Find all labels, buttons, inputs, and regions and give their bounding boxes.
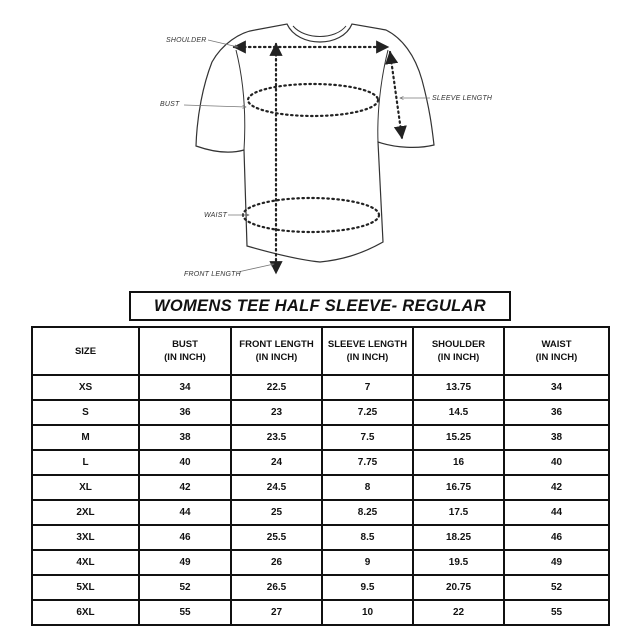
header-size: SIZE — [32, 327, 139, 375]
front-length-pointer — [238, 264, 274, 272]
cell-bust: 42 — [139, 475, 231, 500]
cell-waist: 49 — [504, 550, 609, 575]
table-row — [32, 525, 609, 550]
cell-bust: 40 — [139, 450, 231, 475]
chart-title: WOMENS TEE HALF SLEEVE- REGULAR — [129, 291, 511, 321]
cell-sleeve-length: 10 — [322, 600, 413, 625]
cell-size: 5XL — [32, 575, 139, 600]
cell-sleeve-length: 7.25 — [322, 400, 413, 425]
size-chart-table — [31, 326, 610, 626]
cell-front-length: 23.5 — [231, 425, 322, 450]
cell-bust: 49 — [139, 550, 231, 575]
cell-shoulder: 16 — [413, 450, 504, 475]
cell-size: 4XL — [32, 550, 139, 575]
cell-sleeve-length: 7.5 — [322, 425, 413, 450]
table-row — [32, 575, 609, 600]
cell-front-length: 27 — [231, 600, 322, 625]
cell-bust: 36 — [139, 400, 231, 425]
tshirt-outline — [196, 24, 434, 262]
cell-sleeve-length: 9 — [322, 550, 413, 575]
cell-sleeve-length: 8.5 — [322, 525, 413, 550]
cell-bust: 34 — [139, 375, 231, 400]
cell-size: XL — [32, 475, 139, 500]
header-sleeve-length: SLEEVE LENGTH (IN INCH) — [322, 327, 413, 375]
cell-size: 2XL — [32, 500, 139, 525]
cell-size: L — [32, 450, 139, 475]
cell-waist: 38 — [504, 425, 609, 450]
table-row — [32, 400, 609, 425]
cell-shoulder: 18.25 — [413, 525, 504, 550]
cell-waist: 34 — [504, 375, 609, 400]
header-waist: WAIST (IN INCH) — [504, 327, 609, 375]
table-header-row — [32, 327, 609, 375]
cell-size: XS — [32, 375, 139, 400]
header-front-length: FRONT LENGTH (IN INCH) — [231, 327, 322, 375]
cell-waist: 44 — [504, 500, 609, 525]
cell-sleeve-length: 7.75 — [322, 450, 413, 475]
cell-bust: 46 — [139, 525, 231, 550]
cell-sleeve-length: 7 — [322, 375, 413, 400]
table-row — [32, 450, 609, 475]
cell-shoulder: 19.5 — [413, 550, 504, 575]
cell-waist: 52 — [504, 575, 609, 600]
table-row — [32, 475, 609, 500]
cell-sleeve-length: 8 — [322, 475, 413, 500]
header-bust: BUST (IN INCH) — [139, 327, 231, 375]
table-row — [32, 500, 609, 525]
cell-waist: 36 — [504, 400, 609, 425]
cell-front-length: 22.5 — [231, 375, 322, 400]
cell-shoulder: 17.5 — [413, 500, 504, 525]
cell-shoulder: 22 — [413, 600, 504, 625]
cell-shoulder: 14.5 — [413, 400, 504, 425]
waist-label: WAIST — [204, 212, 228, 219]
cell-waist: 55 — [504, 600, 609, 625]
cell-front-length: 26.5 — [231, 575, 322, 600]
cell-size: S — [32, 400, 139, 425]
cell-shoulder: 13.75 — [413, 375, 504, 400]
cell-sleeve-length: 9.5 — [322, 575, 413, 600]
cell-shoulder: 20.75 — [413, 575, 504, 600]
cell-shoulder: 15.25 — [413, 425, 504, 450]
table-row — [32, 600, 609, 625]
cell-size: 6XL — [32, 600, 139, 625]
table-row — [32, 375, 609, 400]
cell-waist: 42 — [504, 475, 609, 500]
cell-front-length: 25.5 — [231, 525, 322, 550]
cell-waist: 40 — [504, 450, 609, 475]
sleeve-length-label: SLEEVE LENGTH — [432, 95, 493, 102]
cell-bust: 44 — [139, 500, 231, 525]
cell-waist: 46 — [504, 525, 609, 550]
cell-sleeve-length: 8.25 — [322, 500, 413, 525]
cell-shoulder: 16.75 — [413, 475, 504, 500]
front-length-label: FRONT LENGTH — [184, 271, 241, 278]
bust-label: BUST — [160, 101, 180, 108]
table-row — [32, 425, 609, 450]
cell-size: M — [32, 425, 139, 450]
shoulder-label: SHOULDER — [166, 37, 207, 44]
tshirt-measurement-diagram — [0, 0, 640, 290]
cell-bust: 38 — [139, 425, 231, 450]
cell-front-length: 23 — [231, 400, 322, 425]
cell-bust: 52 — [139, 575, 231, 600]
cell-front-length: 25 — [231, 500, 322, 525]
table-row — [32, 550, 609, 575]
cell-front-length: 24.5 — [231, 475, 322, 500]
cell-front-length: 24 — [231, 450, 322, 475]
cell-bust: 55 — [139, 600, 231, 625]
header-shoulder: SHOULDER (IN INCH) — [413, 327, 504, 375]
cell-size: 3XL — [32, 525, 139, 550]
neckline — [293, 26, 346, 37]
cell-front-length: 26 — [231, 550, 322, 575]
